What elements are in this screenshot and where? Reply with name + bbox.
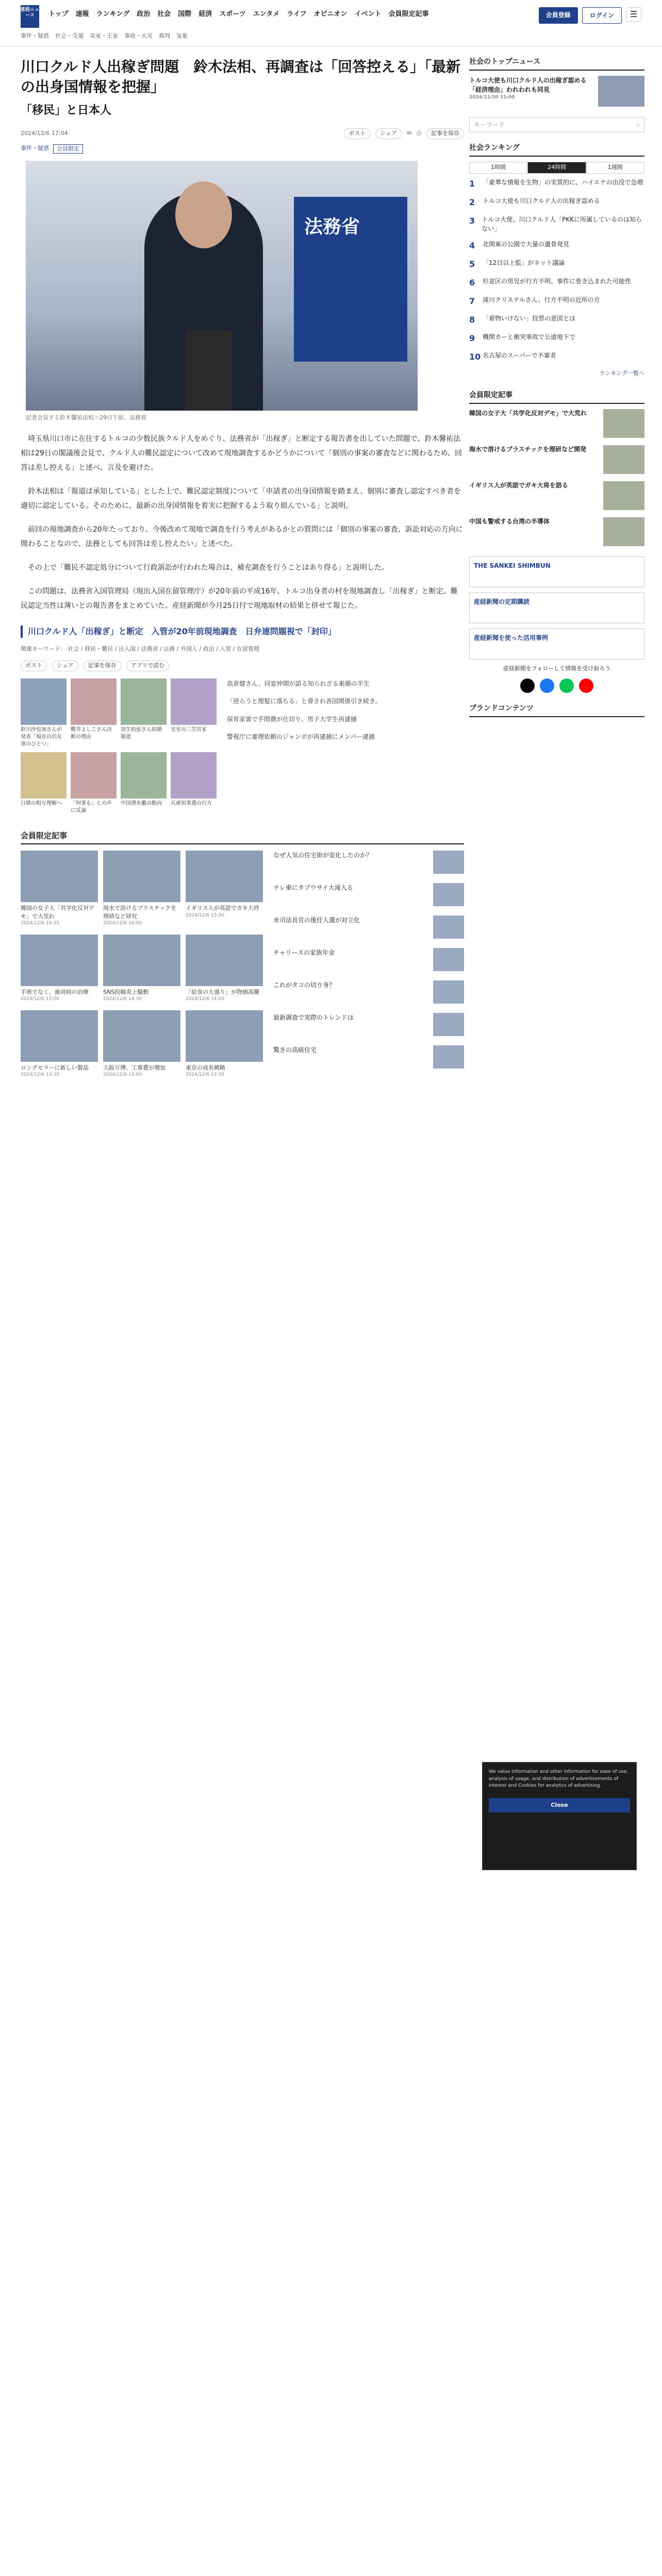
line-icon[interactable] [559,679,574,693]
article-main [21,57,464,1078]
related-article-link[interactable]: 川口クルド人「出稼ぎ」と断定 入管が20年前現地調査 日弁連問題視で「封印」 [21,625,464,638]
top-news-head: 社会のトップニュース [469,57,644,71]
sidebar-banner[interactable]: 産経新聞の定期購読 [469,592,644,623]
side-member-item[interactable] [469,409,644,438]
share-button[interactable]: シェア [375,128,402,139]
post-button[interactable]: ポスト [344,128,370,139]
member-list-title: 最新調査で実際のトレンドは [273,1014,354,1022]
member-caption: 海水で溶けるプラスチックを理研など研究 [103,905,177,920]
recommend-thumb [21,679,67,725]
ranking-tab[interactable]: 24時間 [527,162,586,174]
member-thumb [21,851,98,902]
member-card[interactable] [103,935,180,1003]
member-thumb [103,935,180,986]
recommend-card[interactable] [71,752,117,815]
ranking-item[interactable] [469,295,644,308]
top-news-item[interactable] [469,76,644,107]
recommend-thumb [21,752,67,799]
side-member-thumb [603,481,644,510]
ranking-number: 3 [469,215,475,226]
ranking-item[interactable] [469,240,644,252]
ranking-list [469,178,644,363]
recommend-card[interactable] [21,752,67,815]
member-only-badge: 会員限定 [53,144,83,154]
ranking-title: 名古屋のスーパーで不審者 [483,351,556,359]
side-member-title: イギリス人が英語でガキ大将を語る [469,482,568,489]
menu-icon[interactable]: ☰ [626,7,641,22]
cookie-text: We value information and other information for ease of use, analysis of usage, and distribution of advertisements of interest and Cookies for analytics of advertising. [489,1769,628,1788]
ranking-title: 北関東の公園で大量の遺骨発見 [483,240,570,248]
recommend-caption: 皇室の三笠宮家 [171,726,207,733]
member-caption: 「給食の大盛り」が物価高騰 [186,988,259,995]
member-list-item[interactable] [273,916,464,939]
member-thumb [186,1010,263,1062]
subnav-item[interactable]: 皇室・王室 [90,32,118,39]
member-list-thumb [433,916,464,939]
member-date: 2024/12/6 14:30 [103,996,142,1002]
recommend-thumb [71,679,117,725]
ranking-title: 滝川クリステルさん、行方不明の近所の方 [483,296,600,303]
nav-item[interactable]: オピニオン [313,10,347,18]
ranking-number: 4 [469,240,475,250]
article-date: 2024/12/6 17:04 [21,130,68,137]
banner-list [469,556,644,659]
ministry-sign: 法務省 [294,197,407,362]
article-paragraph: 前回の現地調査から20年たっており、今後改めて現地で調査を行う考えがあるかとの質問には「個別の事案の審査、訴訟対応の方向に関わることなので、法務としても回答は差し控えたい」と述べた。 [21,525,463,548]
members-section-head [21,830,464,845]
member-date: 2024/12/6 15:00 [21,996,59,1002]
hero-photo [26,161,418,411]
member-caption: 東京の成長戦略 [186,1064,225,1071]
article-paragraph: その上で「難民不認定処分について行政訴訟が行われた場合は、補充調査を行うことはあり得る」と説明した。 [28,563,389,572]
member-caption: イギリス人が英語でガキ大将 [186,905,259,912]
article-paragraph: 鈴木法相は「報道は承知している」とした上で、難民認定制度について「申請者の出身国情報を踏まえ、個別に審査し認定すべき者を適切に認定している。そのために、最新の出身国情報を着実に把握するよう取り組んでいる」と説明。 [21,487,461,510]
member-list-thumb [433,1045,464,1069]
member-caption: 手術でなく、歯周病の治療 [21,988,89,995]
search-icon[interactable]: ⌕ [636,121,640,128]
cookie-banner [482,1762,637,1870]
person-face [175,181,232,248]
main-nav [48,9,429,20]
nav-item[interactable]: 経済 [198,10,212,18]
nav-item[interactable]: ランキング [96,10,130,18]
recommend-caption: 櫻井よしこさん決断の理由 [71,726,112,740]
side-member-thumb [603,445,644,474]
share-bar [344,128,464,139]
sub-nav [21,32,188,41]
member-card[interactable] [186,851,263,927]
member-list-thumb [433,1013,464,1036]
nav-item[interactable]: 国際 [178,10,192,18]
follow-text: 産経新聞をフォローして情報を受け取ろう [503,665,611,672]
ranking-number: 2 [469,197,475,207]
member-date: 2024/12/6 13:30 [21,1072,59,1077]
member-card[interactable] [103,851,180,927]
recommend-thumb [121,752,167,799]
member-list-item[interactable] [273,851,464,874]
member-list-title: 米司法長官の後任人選が対立化 [273,917,360,924]
members-ad-head: 会員限定記事 [469,390,644,404]
member-list-item[interactable] [273,980,464,1004]
member-register-button[interactable]: 会員登録 [539,7,578,24]
member-date: 2024/12/6 12:30 [186,1072,224,1077]
members-head-label: 会員限定記事 [21,831,68,840]
keywords-label: 関連キーワード [21,645,60,652]
member-thumb [21,935,98,986]
subnav-item[interactable]: 裁判 [159,32,170,39]
member-list-thumb [433,851,464,874]
member-list-item[interactable] [273,1045,464,1069]
member-thumb [103,851,180,902]
sidebar-banner[interactable]: 産経新聞を使った活用事例 [469,629,644,659]
recommend-list-item[interactable]: 警視庁に審理依頼のジャンポが再逮捕にメンバー逮捕 [227,733,375,741]
ranking-number: 6 [469,277,475,287]
ranking-item[interactable] [469,314,644,326]
save-article-button-bottom[interactable]: 記事を保存 [84,660,121,671]
article-series[interactable]: 「移民」と日本人 [21,104,112,117]
member-card[interactable] [186,935,263,1003]
side-member-item[interactable] [469,517,644,546]
members-list [273,851,464,1078]
recommend-card[interactable] [171,752,217,815]
members-grid [21,851,263,1078]
subnav-item[interactable]: 社会・交通 [55,32,84,39]
ranking-title: 機関カーと衝突事故で公道地下で [483,333,576,341]
keywords: 関連キーワード： 社会 / 移民・難民 / 出入国 / 法務省 / 法務 / 外国人 / 政治 / 入管 / 在留管理 [21,645,260,652]
save-article-button[interactable]: 記事を保存 [426,128,464,139]
ranking-title: 「12日以上監」がネット議論 [483,259,565,266]
recommend-caption: 兵庫知事選の行方 [171,800,212,806]
member-card[interactable] [103,1010,180,1079]
recommend-list-item[interactable]: 「逆らうと理髪に落ちる」と脅され各国関係引き続き。 [227,698,382,705]
facebook-icon[interactable] [540,679,554,693]
article-title: 川口クルド人出稼ぎ問題 鈴木法相、再調査は「回答控える」「最新の出身国情報を把握」 [21,58,461,96]
side-member-thumb [603,409,644,438]
sns-row [469,679,644,693]
member-list-title: チャリースの家族年金 [273,949,335,957]
member-list-item[interactable] [273,883,464,906]
member-list-item[interactable] [273,948,464,971]
recommend-caption: 中国潜水艦の動向 [121,800,162,806]
youtube-icon[interactable] [579,679,593,693]
member-date: 2024/12/6 14:00 [186,996,224,1002]
site-header [0,0,662,46]
ranking-tab[interactable]: 1週間 [586,162,644,174]
ranking-tab[interactable]: 1時間 [469,162,527,174]
ranking-more-link[interactable]: ランキング一覧へ [599,369,644,377]
nav-item[interactable]: トップ [48,10,69,18]
ranking-head: 社会ランキング [469,143,644,157]
recommend-list [227,679,464,815]
category-tag[interactable]: 事件・疑惑 [21,144,49,151]
recommend-thumb [171,752,217,799]
ranking-number: 10 [469,351,481,362]
ranking-title: 「着物いけない」投票の意図とは [483,314,576,322]
nav-item[interactable]: 速報 [75,10,89,18]
ranking-item[interactable] [469,351,644,363]
subnav-item[interactable]: 事故・火災 [124,32,153,39]
mail-icon[interactable]: ✉ [406,130,412,137]
sidebar-banner[interactable]: THE SANKEI SHIMBUN [469,556,644,587]
header-actions [539,7,641,24]
member-date: 2024/12/6 15:30 [186,912,224,918]
member-thumb [186,935,263,986]
x-icon[interactable] [520,679,535,693]
ranking-number: 7 [469,296,475,306]
member-list-title: テレ東にタブウサイ大滝入る [273,884,353,892]
recommend-card[interactable] [21,679,67,748]
app-button[interactable]: アプリで読む [126,660,170,671]
nav-item[interactable]: 政治 [137,10,151,18]
post-button-bottom[interactable]: ポスト [21,660,47,671]
member-list-thumb [433,980,464,1004]
print-icon[interactable]: ⎙ [417,130,421,137]
site-logo[interactable]: 産経ニュース [21,5,39,28]
member-caption: 大阪万博、工事費が増加 [103,1064,166,1071]
recommend-thumb [121,679,167,725]
ranking-item[interactable] [469,277,644,289]
cookie-close-button[interactable]: Close [489,1798,630,1813]
keywords-list[interactable]: 社会 / 移民・難民 / 出入国 / 法務省 / 法務 / 外国人 / 政治 / 入管 / 在留管理 [68,645,260,652]
ranking-item[interactable] [469,332,644,345]
nav-item[interactable]: スポーツ [219,10,246,18]
ranking-title: トルコ大使も川口クルド人の出稼ぎ認める [483,197,600,205]
ranking-number: 1 [469,178,475,189]
member-date: 2024/12/6 16:00 [103,921,142,926]
article-body [21,432,464,613]
nav-item[interactable]: エンタメ [253,10,280,18]
member-caption: 韓国の女子大「共学化反対デモ」で大荒れ [21,905,94,920]
ranking-item[interactable] [469,178,644,190]
nav-item[interactable]: ライフ [287,10,307,18]
member-thumb [186,851,263,902]
member-date: 2024/12/6 16:35 [21,921,59,926]
member-list-thumb [433,883,464,906]
top-news-thumb [598,76,644,107]
member-list-thumb [433,948,464,971]
recommend-caption: 日韓の相互理解へ [21,800,62,806]
recommend-caption: 「何事も」との声に反論 [71,800,112,814]
member-list-title: これがタコの切り身？ [273,981,336,989]
search-input[interactable]: キーワード ⌕ [469,117,644,132]
recommend-thumb [171,679,217,725]
ranking-item[interactable] [469,258,644,270]
recommend-caption: 鈴川沙也加さんが発表「現在の旧友達のひとつ」 [21,726,62,747]
recommend-card[interactable] [121,752,167,815]
members-ad-list [469,409,644,546]
ranking-item[interactable] [469,196,644,209]
member-thumb [21,1010,98,1062]
member-card[interactable] [21,935,98,1003]
members-section [21,851,464,1078]
sidebar [469,57,644,722]
nav-item[interactable]: 社会 [157,10,171,18]
ranking-number: 5 [469,259,475,269]
recommend-card[interactable] [121,679,167,748]
ranking-number: 8 [469,314,475,325]
recommend-thumb [71,752,117,799]
member-card[interactable] [21,1010,98,1079]
recommend-section [21,679,464,815]
share-bar-bottom [21,660,464,671]
ranking-item[interactable] [469,215,644,233]
nav-item[interactable]: 会員限定記事 [388,10,429,18]
member-list-item[interactable] [273,1013,464,1036]
share-button-bottom[interactable]: シェア [52,660,78,671]
ranking-number: 9 [469,333,475,343]
member-thumb [103,1010,180,1062]
ranking-title: 杉並区の男児が行方不明、事件に巻き込まれた可能性 [483,277,632,285]
ranking-title: トルコ大使、川口クルド人「PKKに所属しているのは知らない」 [482,215,642,232]
article-paragraph: 埼玉県川口市に在住するトルコの少数民族クルド人をめぐり、法務省が「出稼ぎ」と断定する報告書を出していた問題で、鈴木馨祐法相は29日の閣議後会見で、クルド人の難民認定について改めて現地調査するかどうかについて「個別の事案の審査などに関わるため、回答は差し控える」と述べ、言及を避けた。 [21,434,462,472]
top-news-date: 2024/11/30 11:00 [469,95,515,100]
member-list-title: 驚きの高級住宅 [273,1046,317,1054]
brand-content-head: ブランドコンテンツ [469,703,644,717]
recommend-card[interactable] [71,679,117,748]
side-member-title: 中国も警戒する台湾の半導体 [469,518,550,525]
recommend-caption: 羽生結弦さん結婚報道 [121,726,162,740]
recommend-list-item[interactable]: 高倉健さん、同窓仲間が語る知られざる素顔の半生 [227,680,370,687]
photo-caption: 記者会見する鈴木馨祐法相＝29日午前、法務省 [26,414,146,421]
subnav-item[interactable]: 事件・疑惑 [21,32,49,39]
nav-item[interactable]: イベント [354,10,382,18]
side-member-item[interactable] [469,445,644,474]
side-member-item[interactable] [469,481,644,510]
subnav-item[interactable]: 気象 [176,32,188,39]
member-card[interactable] [21,851,98,927]
article-tags [21,144,464,154]
login-button[interactable]: ログイン [582,7,622,24]
ranking-title: 「豪華な情報を生物」の実質的に、ハイエナの出没で急増 [483,178,643,186]
ranking-tabs [469,162,644,174]
recommend-grid [21,679,217,815]
member-list-title: なぜ人気の住宅街が変化したのか？ [273,852,373,859]
side-member-thumb [603,517,644,546]
member-card[interactable] [186,1010,263,1079]
side-member-title: 韓国の女子大「共学化反対デモ」で大荒れ [469,410,587,417]
article-paragraph: この問題は、法務省入国管理局（現出入国在留管理庁）が20年前の平成16年、トルコ出身者の村を現地調査し「出稼ぎ」と断定。難民認定当性は薄いとの報告書をまとめていた。産経新聞が今月25日付で現地取材の結果と併せて報じた。 [21,587,458,610]
side-member-title: 海水で溶けるプラスチックを理研など開発 [469,446,587,453]
recommend-list-item[interactable]: 保育家需で手間費が仕切り、男子大学生再逮捕 [227,715,357,723]
top-news-title: トルコ大使も川口クルド人の出稼ぎ認める「経済理由」われわれも同見 2024/11/30 11:00 [469,76,594,107]
microphone-stand [186,331,232,411]
member-caption: SNS投稿炎上騒動 [103,988,149,995]
recommend-card[interactable] [171,679,217,748]
article-meta [21,128,464,139]
member-caption: ロングセラーに新しい製品 [21,1064,89,1071]
member-date: 2024/12/6 13:00 [103,1072,142,1077]
